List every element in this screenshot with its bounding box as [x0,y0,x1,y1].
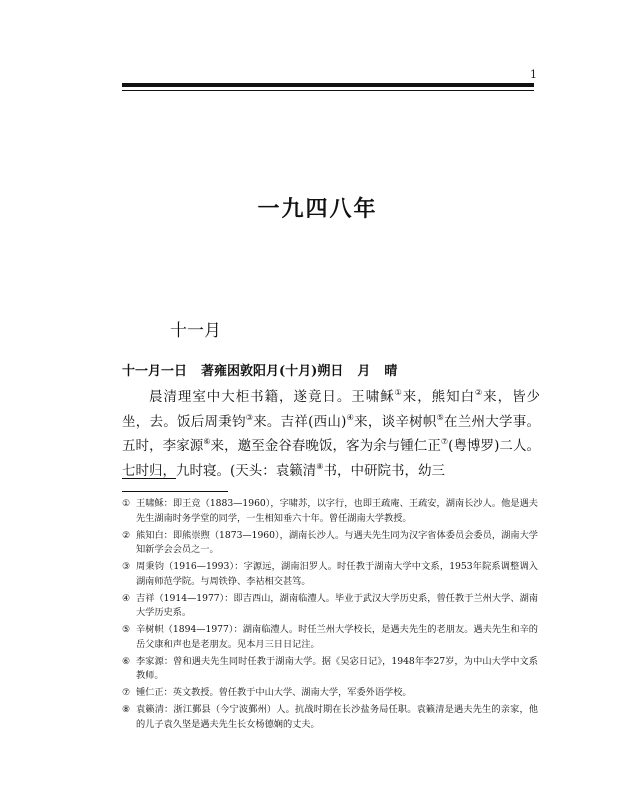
footnote-text: 袁籁清：浙江鄞县（今宁波鄞州）人。抗战时期在长沙盐务局任职。袁籁清是遇夫先生的亲家，他的儿子袁久坚是遇夫先生长女杨德娴的丈夫。 [136,704,538,730]
footnote-item [122,703,538,732]
entry-weather: 晴 [384,364,398,379]
footnote-ref-5[interactable]: ⑤ [436,412,445,422]
footnote-mark: ① [122,498,131,509]
body-text-7: 来，邀至金谷春晚饭，客为余与锺仁正 [210,438,441,454]
entry-date: 十一月一日 [122,364,188,379]
footnote-rule [122,491,228,492]
footnote-ref-3[interactable]: ③ [245,412,254,422]
diary-paragraph [122,385,540,483]
body-text-2: 来，熊知白 [402,389,476,405]
body-text-3: 来，皆少坐，去。饭后周秉钧 [122,389,541,430]
footnotes [122,497,538,735]
footnote-text: 熊知白：即熊崇煦（1873—1960），湖南长沙人。与遇夫先生同为汉字省体委员会委员，湖南大学知新学会会员之一。 [136,529,538,555]
footnote-ref-4[interactable]: ④ [346,412,355,422]
footnote-item [122,592,538,621]
footnote-text: 王啸稣：即王竞（1883—1960），字啸苏，以字行，也即王疏庵、王疏安，湖南长沙人。他是遇夫先生湖南时务学堂的同学，一生相知垂六十年。曾任湖南大学教授。 [136,498,538,524]
footnote-ref-7[interactable]: ⑦ [440,437,449,446]
footnote-item [122,655,538,684]
footnote-mark: ⑤ [122,624,131,635]
footnote-ref-1[interactable]: ① [394,388,403,397]
year-title: 一九四八年 [257,196,378,222]
footnote-text: 周秉钧（1916—1993）：字源远，湖南汨罗人。时任教于湖南大学中文系，1953年院系调整调入湖南师范学院。与周铁铮、李祜相交甚笃。 [136,561,538,587]
footnote-item [122,497,538,526]
footnote-item [122,623,538,652]
body-text-underlined: 七时归， [122,462,176,479]
entry-heading [122,360,542,379]
page-number: 1 [530,68,537,81]
footnote-text: 吉祥（1914—1977）：即吉西山，湖南临澧人。毕业于武汉大学历史系，曾任教于兰州大学、湖南大学历史系。 [136,592,538,618]
entry-weekday-line: 著雍困敦阳月(十月)朔日 [201,364,344,379]
body-text-11: 书，中研院书，幼三 [323,462,445,479]
footnote-mark: ⑦ [122,687,131,698]
body-text-5: 来，谈辛树帜 [354,413,437,430]
footnote-text: 锺仁正：英文教授。曾任教于中山大学、湖南大学，军委外语学校。 [136,687,412,698]
body-text-10: 九时寝。(天头：袁籁清 [176,462,317,479]
footnote-text: 辛树帜（1894—1977）：湖南临澧人。时任兰州大学校长，是遇夫先生的老朋友。遇夫先生和辛的岳父康和声也是老朋友。见本月三日日记注。 [136,624,538,650]
footnote-ref-8[interactable]: ⑧ [316,461,324,471]
body-text-8: (粤博罗)二人。 [448,438,541,454]
footnote-ref-2[interactable]: ② [475,388,484,397]
footnote-ref-6[interactable]: ⑥ [203,437,211,446]
footnote-text: 李家源：曾和遇夫先生同时任教于湖南大学。据《吴宓日记》，1948年李27岁，为中山大学中文系教师。 [136,655,538,681]
month-title: 十一月 [170,321,221,341]
body-text-1: 晨清理室中大柜书籍，遂竟日。王啸稣 [149,389,395,405]
footnote-item [122,560,538,589]
footnote-mark: ④ [122,592,131,604]
body-text-4: 来。吉祥(西山) [253,413,347,430]
footnote-mark: ② [122,529,131,541]
diary-body [122,385,540,483]
footnote-mark: ⑥ [122,655,131,667]
footnote-mark: ③ [122,561,131,572]
body-text-6: 在兰州大学事。五时，李家源 [122,413,541,454]
footnote-mark: ⑧ [122,704,131,715]
header-rule-thick [122,83,534,87]
entry-day-label: 月 [357,364,371,379]
header-rule-thin [122,90,534,91]
footnote-item [122,529,538,558]
footnote-item [122,686,538,701]
